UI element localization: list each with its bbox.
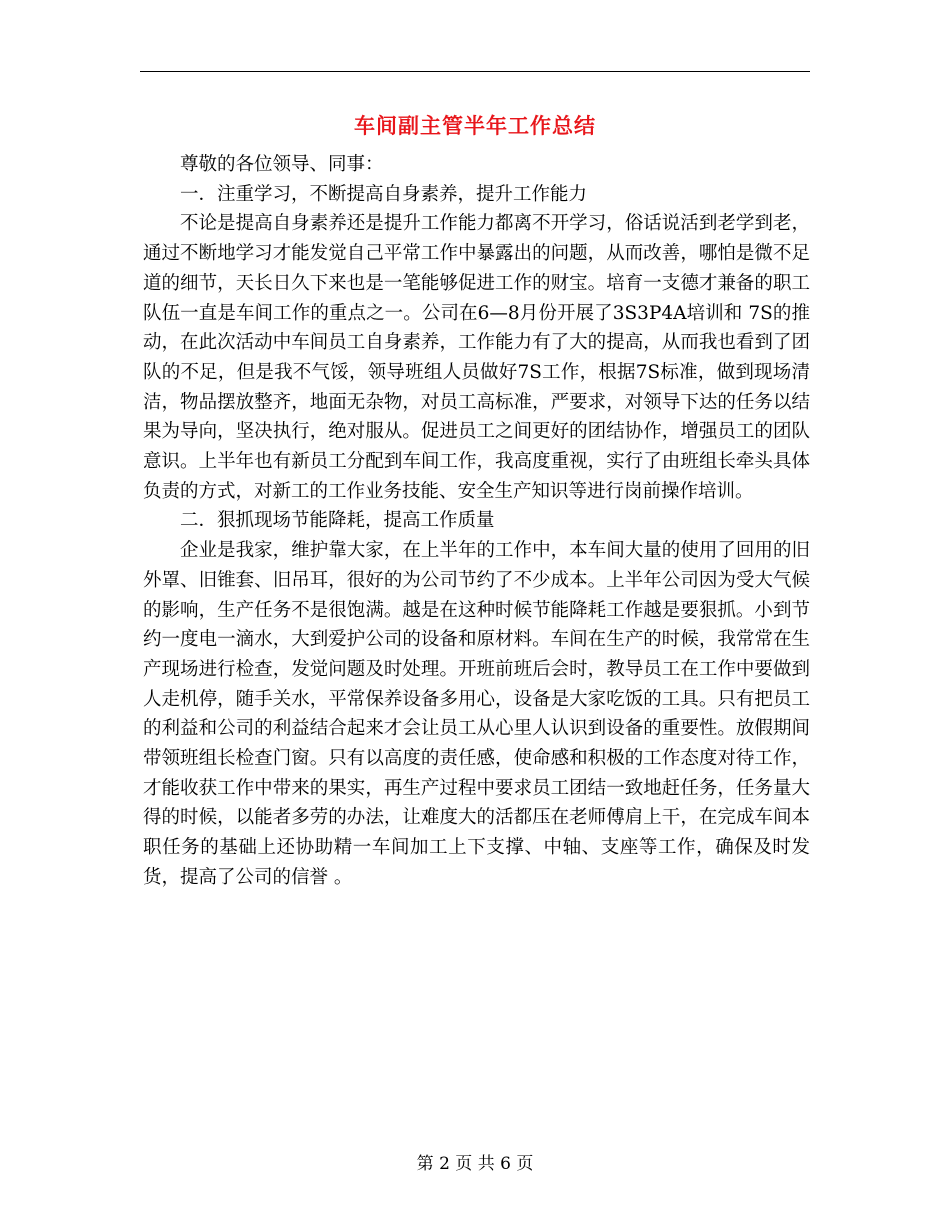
header-rule: [140, 71, 810, 72]
salutation-paragraph: 尊敬的各位领导、同事：: [180, 154, 384, 175]
section-heading-1: 一．注重学习，不断提高自身素养，提升工作能力: [180, 183, 588, 205]
page-number-footer: 第 2 页 共 6 页: [416, 1154, 534, 1174]
body-paragraph-1: 不论是提高自身素养还是提升工作能力都离不开学习，俗话说活到老学到老，通过不断地学习才能发觉自己平常工作中暴露出的问题，从而改善，哪怕是微不足道的细节，天长日久下来也是一笔能够促进工作的财宝。培育一支德才兼备的职工队伍一直是车间工作的重点之一。公司在6—8月份开展了3S3P4A培训和 7S的推动，在此次活动中车间员工自身素养，工作能力有了大的提高，从而我也看到了团队的不足，但是我不气馁，领导班组人员做好7S工作，根据7S标准，做到现场清洁，物品摆放整齐，地面无杂物，对员工高标准，严要求，对领导下达的任务以结果为导向，坚决执行，绝对服从。促进员工之间更好的团结协作，增强员工的团队意识。上半年也有新员工分配到车间工作，我高度重视，实行了由班组长牵头具体负责的方式，对新工的工作业务技能、安全生产知识等进行岗前操作培训。: [143, 213, 810, 502]
document-body: [143, 150, 810, 893]
document-title: 车间副主管半年工作总结: [354, 113, 596, 138]
section-heading-2: 二．狠抓现场节能降耗，提高工作质量: [180, 510, 495, 532]
body-paragraph-2: 企业是我家，维护靠大家，在上半年的工作中，本车间大量的使用了回用的旧外罩、旧锥套、旧吊耳，很好的为公司节约了不少成本。上半年公司因为受大气候的影响，生产任务不是很饱满。越是在这种时候节能降耗工作越是要狠抓。小到节约一度电一滴水，大到爱护公司的设备和原材料。车间在生产的时候，我常常在生产现场进行检查，发觉问题及时处理。开班前班后会时，教导员工在工作中要做到人走机停，随手关水，平常保养设备多用心，设备是大家吃饭的工具。只有把员工的利益和公司的利益结合起来才会让员工从心里人认识到设备的重要性。放假期间带领班组长检查门窗。只有以高度的责任感，使命感和积极的工作态度对待工作，才能收获工作中带来的果实，再生产过程中要求员工团结一致地赶任务，任务量大得的时候，以能者多劳的办法，让难度大的活都压在老师傅肩上干，在完成车间本职任务的基础上还协助精一车间加工上下支撑、中轴、支座等工作，确保及时发货，提高了公司的信誉 。: [143, 540, 810, 888]
